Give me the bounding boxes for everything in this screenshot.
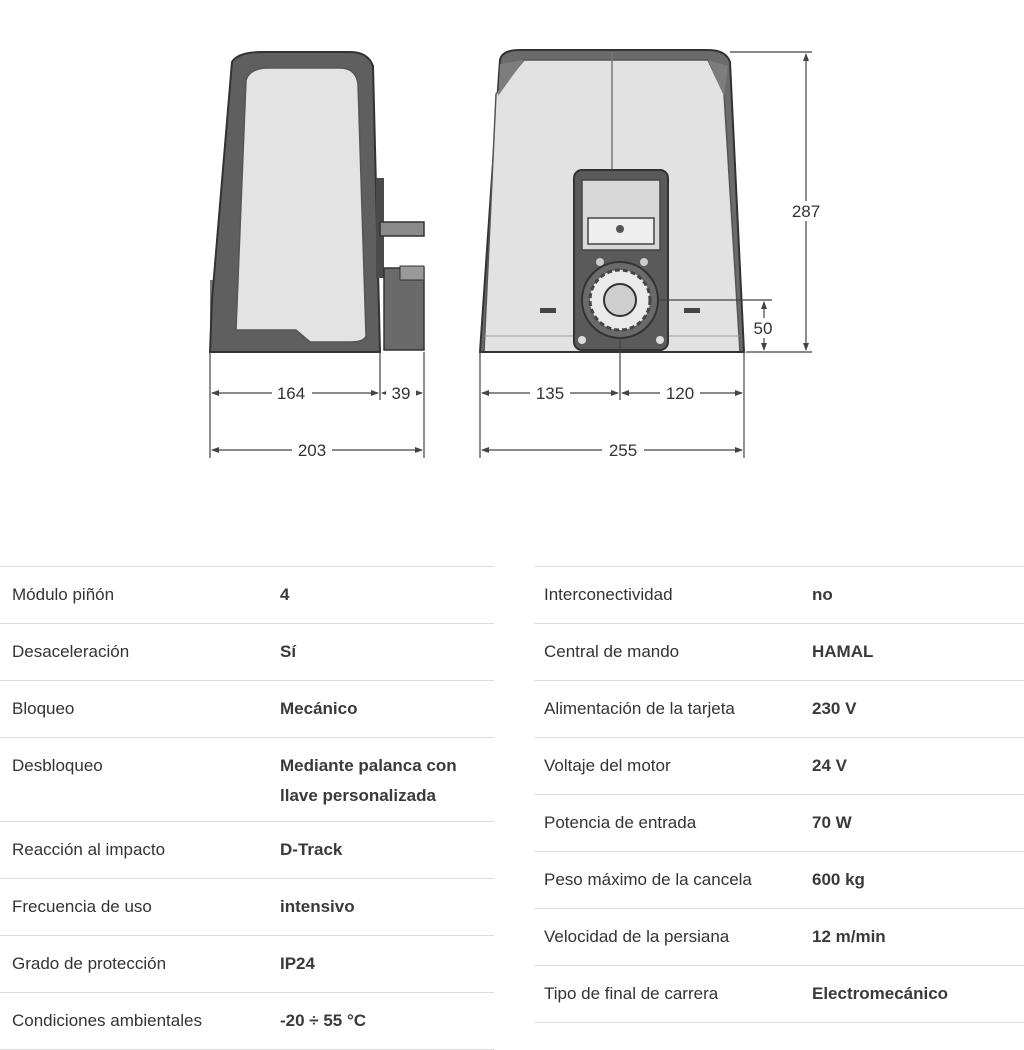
- spec-label: Frecuencia de uso: [12, 897, 152, 916]
- spec-label: Condiciones ambientales: [12, 1011, 202, 1030]
- spec-row: [534, 795, 1024, 852]
- spec-row: [534, 852, 1024, 909]
- dim-label-287: 287: [791, 202, 821, 221]
- spec-row: [0, 993, 494, 1050]
- spec-value: 230 V: [812, 699, 857, 718]
- spec-value: 12 m/min: [812, 927, 886, 946]
- spec-row: [0, 567, 494, 624]
- spec-label: Desbloqueo: [12, 756, 103, 775]
- spec-value: 600 kg: [812, 870, 865, 889]
- spec-row: [0, 738, 494, 822]
- dim-label-255: 255: [608, 441, 638, 460]
- spec-label: Módulo piñón: [12, 585, 115, 604]
- spec-value: -20 ÷ 55 °C: [280, 1011, 367, 1030]
- spec-label: Interconectividad: [544, 585, 673, 604]
- spec-value: Mecánico: [280, 699, 358, 718]
- spec-row: [534, 738, 1024, 795]
- spec-table-left: [0, 566, 494, 1050]
- front-view: [480, 50, 744, 352]
- spec-label: Central de mando: [544, 642, 680, 661]
- spec-row: [534, 681, 1024, 738]
- spec-row: [534, 624, 1024, 681]
- spec-label: Reacción al impacto: [12, 840, 166, 859]
- spec-row: [534, 909, 1024, 966]
- spec-value: 70 W: [812, 813, 852, 832]
- spec-row: [0, 681, 494, 738]
- dim-label-164: 164: [276, 384, 306, 403]
- dim-label-203: 203: [297, 441, 327, 460]
- spec-value: no: [812, 585, 833, 604]
- spec-label: Potencia de entrada: [544, 813, 697, 832]
- technical-drawing: [0, 0, 1024, 520]
- spec-value: [268, 738, 494, 822]
- spec-label: Alimentación de la tarjeta: [544, 699, 735, 718]
- spec-value: intensivo: [280, 897, 355, 916]
- spec-value: Electromecánico: [812, 984, 949, 1003]
- spec-value: D-Track: [280, 840, 343, 859]
- spec-row: [0, 822, 494, 879]
- spec-value: HAMAL: [812, 642, 874, 661]
- spec-label: Bloqueo: [12, 699, 75, 718]
- spec-row: [534, 966, 1024, 1023]
- dim-label-39: 39: [391, 384, 411, 403]
- spec-value-line: Mediante palanca con: [280, 756, 457, 775]
- dim-label-120: 120: [665, 384, 695, 403]
- spec-table-right: [534, 566, 1024, 1023]
- spec-value: 24 V: [812, 756, 847, 775]
- spec-value: 4: [280, 585, 290, 604]
- spec-label: Grado de protección: [12, 954, 167, 973]
- spec-row: [0, 624, 494, 681]
- dim-label-135: 135: [535, 384, 565, 403]
- spec-row: [534, 567, 1024, 624]
- spec-row: [0, 936, 494, 993]
- spec-value: IP24: [280, 954, 315, 973]
- dim-label-50: 50: [753, 319, 773, 338]
- spec-label: Voltaje del motor: [544, 756, 671, 775]
- spec-value-line: llave personalizada: [280, 786, 436, 805]
- spec-label: Peso máximo de la cancela: [544, 870, 752, 889]
- spec-label: Velocidad de la persiana: [544, 927, 730, 946]
- spec-label: Desaceleración: [12, 642, 130, 661]
- spec-value: Sí: [280, 642, 297, 661]
- spec-label: Tipo de final de carrera: [544, 984, 719, 1003]
- side-view: [210, 52, 424, 352]
- spec-row: [0, 879, 494, 936]
